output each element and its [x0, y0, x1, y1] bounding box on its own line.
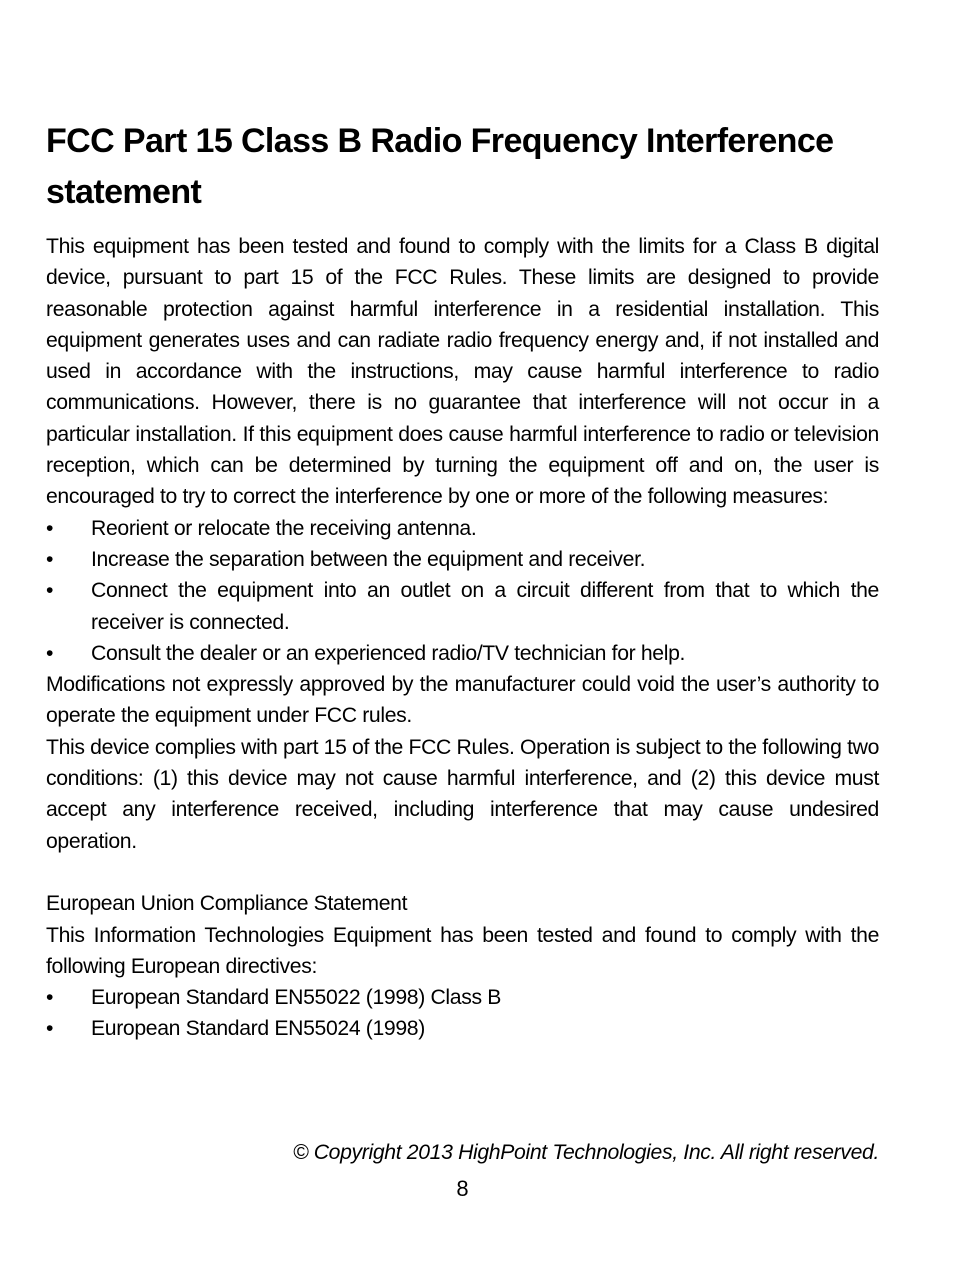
- eu-heading: European Union Compliance Statement: [46, 892, 408, 916]
- fcc-compliance-paragraph: This device complies with part 15 of the FCC Rules. Operation is subject to the following two conditions: (1) this device may not cause harmful interference, and (2) this device must accept any interference received, including interference that may cause undesired operation.: [46, 735, 880, 853]
- eu-standards-list: [46, 982, 879, 1045]
- list-item-text: European Standard EN55024 (1998): [91, 1017, 425, 1041]
- list-item-text: Reorient or relocate the receiving antenna.: [91, 516, 477, 540]
- list-item: [46, 982, 879, 1013]
- bullet-icon: •: [46, 547, 54, 571]
- document-body: [46, 231, 879, 1045]
- page-number: 8: [456, 1176, 469, 1201]
- list-item: [46, 544, 879, 575]
- bullet-icon: •: [46, 986, 54, 1010]
- bullet-icon: •: [46, 1017, 54, 1041]
- list-item: [46, 1013, 879, 1044]
- list-item-text: Connect the equipment into an outlet on a circuit different from that to which the receiver is connected.: [91, 579, 879, 634]
- list-item-text: Consult the dealer or an experienced radio/TV technician for help.: [91, 641, 686, 665]
- fcc-intro-paragraph: This equipment has been tested and found to comply with the limits for a Class B digital device, pursuant to part 15 of the FCC Rules. These limits are designed to provide reasonable protection against harmful interference in a residential installation. This equipment generates uses and can radiate radio frequency energy and, if not installed and used in accordance with the instructions, may cause harmful interference to radio communications. However, there is no guarantee that interference will not occur in a particular installation. If this equipment does cause harmful interference to radio or television reception, which can be determined by turning the equipment off and on, the user is encouraged to try to correct the interference by one or more of the following measures:: [46, 235, 879, 509]
- spacer: [46, 857, 879, 888]
- list-item-text: Increase the separation between the equipment and receiver.: [91, 547, 646, 571]
- page-title: FCC Part 15 Class B Radio Frequency Interference statement: [46, 122, 834, 211]
- bullet-icon: •: [46, 579, 54, 603]
- eu-paragraph: This Information Technologies Equipment has been tested and found to comply with the following European directives:: [46, 923, 879, 978]
- list-item-text: European Standard EN55022 (1998) Class B: [91, 986, 502, 1010]
- bullet-icon: •: [46, 516, 54, 540]
- copyright-notice: © Copyright 2013 HighPoint Technologies, Inc. All right reserved.: [292, 1141, 879, 1164]
- list-item: [46, 575, 879, 638]
- fcc-measures-list: [46, 513, 879, 669]
- bullet-icon: •: [46, 641, 54, 665]
- list-item: [46, 513, 879, 544]
- fcc-modifications-paragraph: Modifications not expressly approved by the manufacturer could void the user’s authority to operate the equipment under FCC rules.: [46, 673, 879, 728]
- list-item: [46, 638, 879, 669]
